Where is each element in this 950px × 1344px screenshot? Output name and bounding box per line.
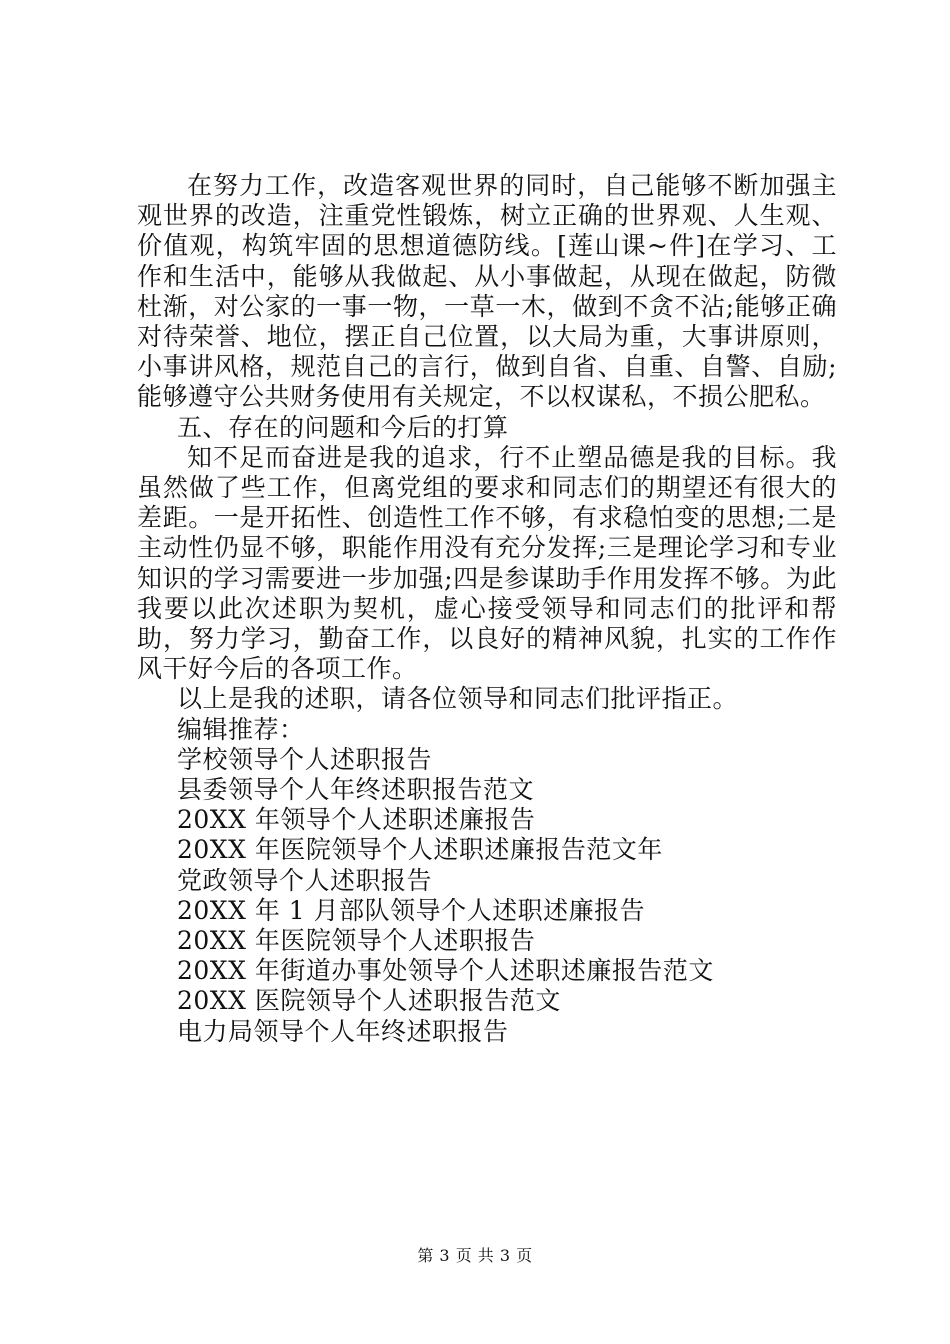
paragraph-self-discipline: 在努力工作，改造客观世界的同时，自己能够不断加强主观世界的改造，注重党性锻炼，树立正确的世界观、人生观、价值观，构筑牢固的思想道德防线。[莲山课~件]在学习、工作和生活中，能够从我做起、从小事做起，从现在做起，防微杜渐，对公家的一事一物，一草一木，做到不贪不沾;能够正确对待荣誉、地位，摆正自己位置，以大局为重，大事讲原则，小事讲风格，规范自己的言行，做到自省、自重、自警、自励;能够遵守公共财务使用有关规定，不以权谋私，不损公肥私。 xyxy=(137,171,837,412)
recommend-label: 编辑推荐： xyxy=(177,714,305,744)
recommend-list xyxy=(137,745,837,1047)
document-body xyxy=(137,171,837,1047)
recommend-item: 学校领导个人述职报告 xyxy=(177,744,433,774)
recommend-item: 20XX 年医院领导个人述职报告 xyxy=(177,926,536,956)
page-number-footer: 第 3 页 共 3 页 xyxy=(417,1246,533,1265)
recommend-item: 20XX 年医院领导个人述职述廉报告范文年 xyxy=(177,835,663,865)
section-heading: 五、存在的问题和今后的打算 xyxy=(177,412,509,442)
recommend-item: 20XX 年 1 月部队领导个人述职述廉报告 xyxy=(177,895,646,925)
recommend-item: 20XX 医院领导个人述职报告范文 xyxy=(177,986,561,1016)
recommend-item: 县委领导个人年终述职报告范文 xyxy=(177,775,535,805)
recommend-item: 电力局领导个人年终述职报告 xyxy=(177,1016,509,1046)
paragraph-problems-plans: 知不足而奋进是我的追求，行不止塑品德是我的目标。我虽然做了些工作，但离党组的要求和同志们的期望还有很大的差距。一是开拓性、创造性工作不够，有求稳怕变的思想;二是主动性仍显不够，职能作用没有充分发挥;三是理论学习和专业知识的学习需要进一步加强;四是参谋助手作用发挥不够。为此我要以此次述职为契机，虚心接受领导和同志们的批评和帮助，努力学习，勤奋工作，以良好的精神风貌，扎实的工作作风干好今后的各项工作。 xyxy=(137,442,837,684)
recommend-item: 20XX 年领导个人述职述廉报告 xyxy=(177,805,536,835)
recommend-item: 20XX 年街道办事处领导个人述职述廉报告范文 xyxy=(177,956,714,986)
closing-sentence: 以上是我的述职，请各位领导和同志们批评指正。 xyxy=(177,684,739,714)
recommend-item: 党政领导个人述职报告 xyxy=(177,865,433,895)
